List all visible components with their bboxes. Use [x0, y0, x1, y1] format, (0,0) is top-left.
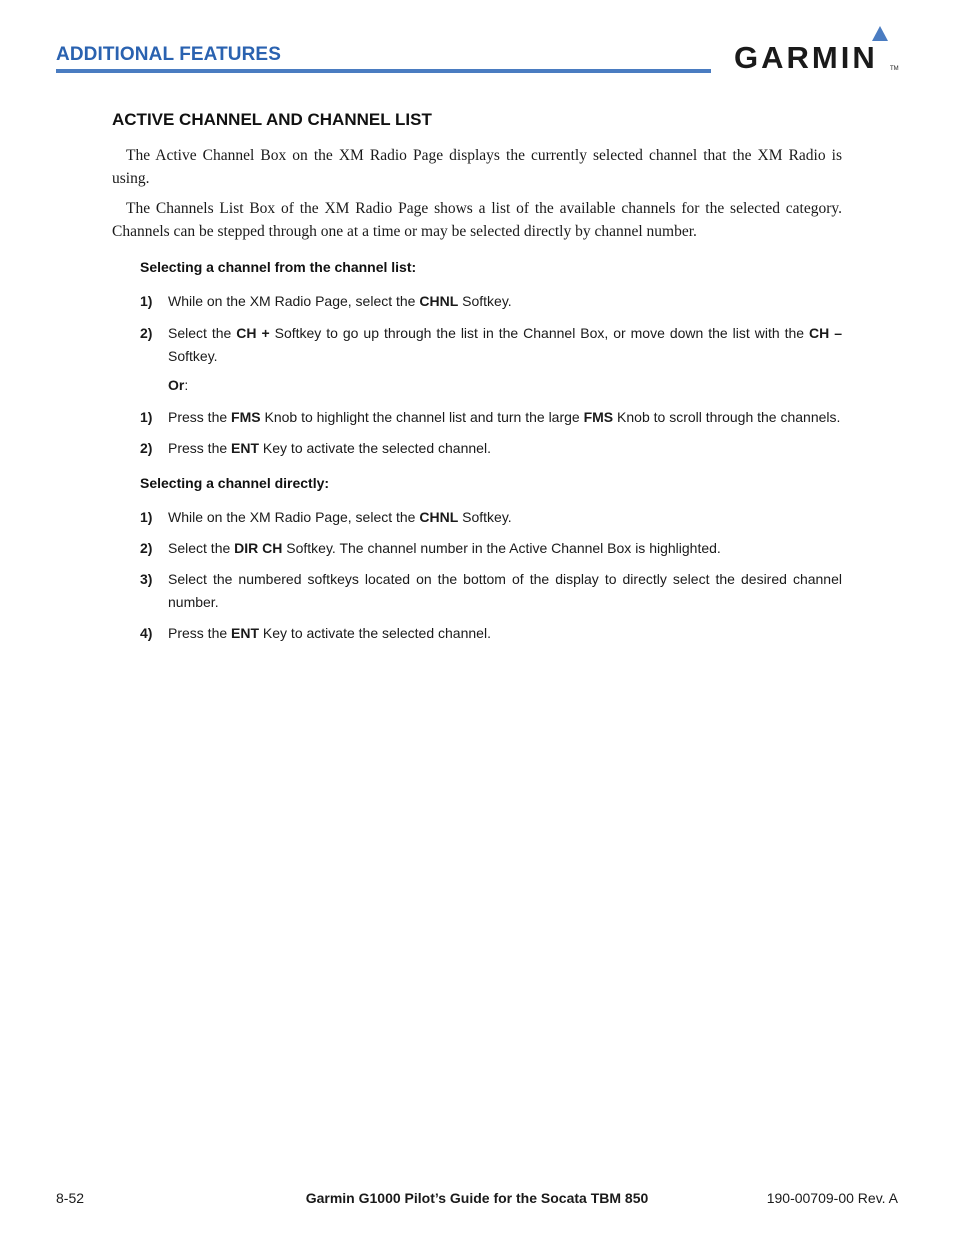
step-number: 2)	[140, 440, 153, 456]
paragraph-active-channel: The Active Channel Box on the XM Radio Page displays the currently selected channel that the XM Radio is using.	[112, 147, 842, 187]
list-item	[140, 622, 842, 645]
list-item	[140, 290, 842, 313]
garmin-triangle-icon	[872, 26, 888, 41]
step-text: Press the ENT Key to activate the selected channel.	[168, 625, 491, 641]
step-text: While on the XM Radio Page, select the CHNL Softkey.	[168, 509, 512, 525]
step-number: 1)	[140, 509, 153, 525]
garmin-logo	[734, 26, 900, 78]
section-header: ADDITIONAL FEATURES	[56, 44, 281, 65]
list-item	[140, 322, 842, 367]
step-text: Select the numbered softkeys located on the bottom of the display to directly select the desired channel number.	[168, 571, 842, 610]
footer-doc-number: 190-00709-00 Rev. A	[766, 1190, 898, 1206]
list-item	[140, 537, 842, 560]
footer-page-number: 8-52	[56, 1190, 85, 1206]
page-title: ACTIVE CHANNEL AND CHANNEL LIST	[112, 110, 432, 129]
step-number: 3)	[140, 571, 153, 587]
step-text: Select the CH + Softkey to go up through the list in the Channel Box, or move down the list with the CH – Softkey.	[168, 325, 842, 364]
header-rule	[56, 69, 711, 73]
logo-text: GARMIN	[734, 40, 878, 75]
list-item	[140, 406, 842, 429]
footer-title: Garmin G1000 Pilot’s Guide for the Socata TBM 850	[305, 1190, 649, 1206]
subhead-channel-list: Selecting a channel from the channel list:	[140, 259, 417, 275]
list-item	[140, 437, 842, 460]
list-item	[140, 506, 842, 529]
step-text: Select the DIR CH Softkey. The channel number in the Active Channel Box is highlighted.	[168, 540, 721, 556]
or-separator: Or:	[168, 377, 189, 393]
step-number: 2)	[140, 540, 153, 556]
step-number: 1)	[140, 293, 153, 309]
step-text: Press the FMS Knob to highlight the channel list and turn the large FMS Knob to scroll through the channels.	[168, 409, 841, 425]
subhead-channel-directly: Selecting a channel directly:	[140, 475, 330, 491]
paragraph-channel-list: The Channels List Box of the XM Radio Page shows a list of the available channels for the selected category. Channels can be stepped through one at a time or may be selected directly by channel number.	[112, 200, 842, 240]
step-text: While on the XM Radio Page, select the CHNL Softkey.	[168, 293, 512, 309]
step-number: 1)	[140, 409, 153, 425]
list-item	[140, 568, 842, 613]
logo-trademark: TM	[890, 66, 899, 72]
step-text: Press the ENT Key to activate the selected channel.	[168, 440, 491, 456]
step-number: 2)	[140, 325, 153, 341]
step-number: 4)	[140, 625, 153, 641]
